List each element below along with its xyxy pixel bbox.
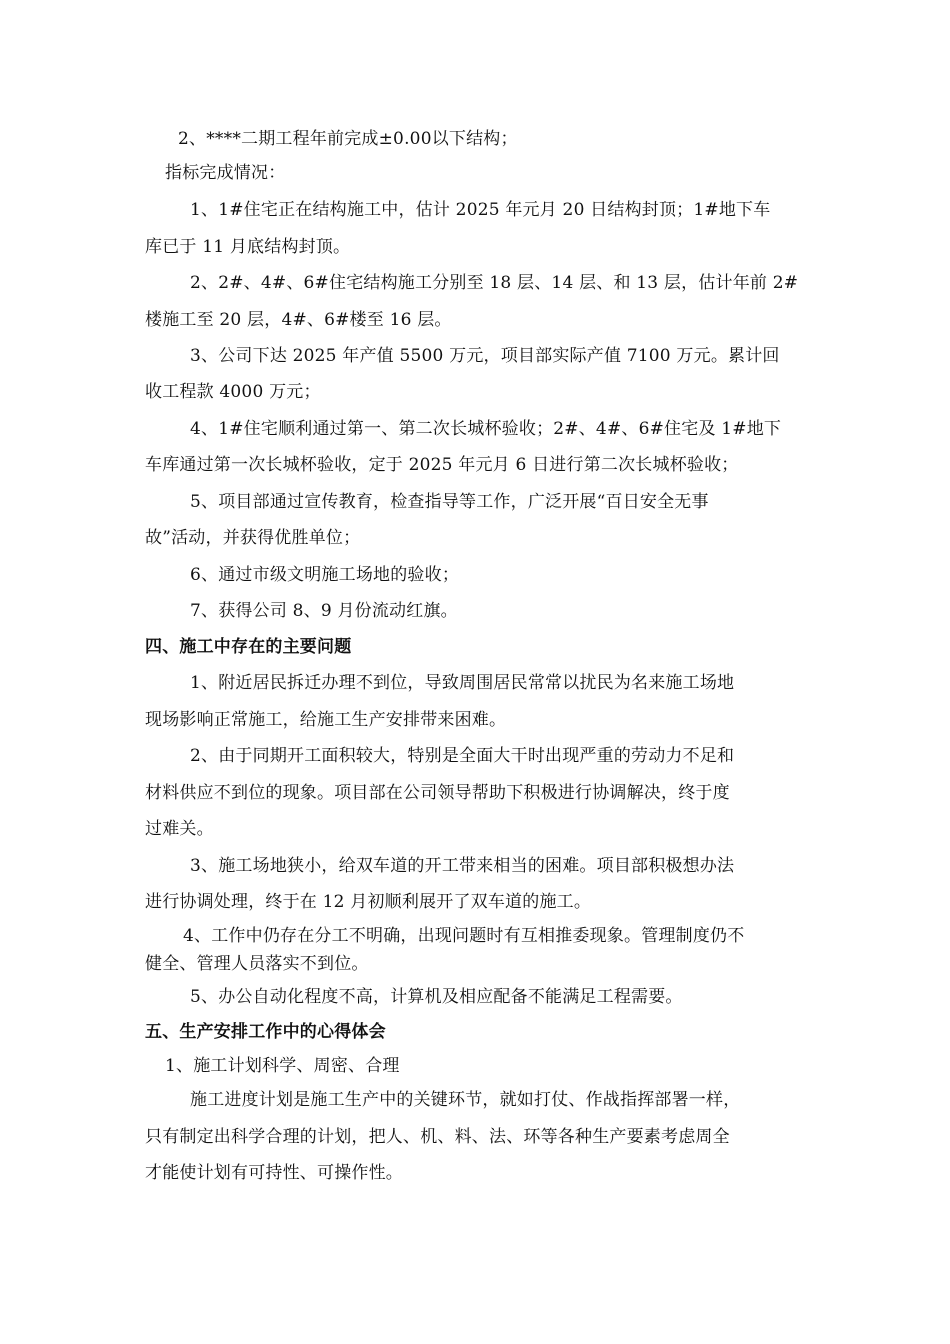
problem-2-line-1: 2、由于同期开工面积较大，特别是全面大干时出现严重的劳动力不足和 — [190, 746, 735, 766]
status-item-1-line-2: 库已于 11 月底结构封顶。 — [145, 237, 351, 257]
status-item-7: 7、获得公司 8、9 月份流动红旗。 — [190, 601, 458, 621]
status-item-5-line-2: 故”活动，并获得优胜单位； — [145, 528, 361, 548]
problem-2-line-2: 材料供应不到位的现象。项目部在公司领导帮助下积极进行协调解决，终于度 — [145, 783, 730, 803]
problem-4-line-1: 4、工作中仍存在分工不明确，出现问题时有互相推委现象。管理制度仍不 — [183, 926, 745, 946]
status-item-1-line-1: 1、1#住宅正在结构施工中，估计 2025 年元月 20 日结构封顶；1#地下车 — [190, 200, 771, 220]
problem-3-line-2: 进行协调处理，终于在 12 月初顺利展开了双车道的施工。 — [145, 892, 592, 912]
problem-4-line-2: 健全、管理人员落实不到位。 — [145, 954, 369, 974]
problem-5: 5、办公自动化程度不高，计算机及相应配备不能满足工程需要。 — [190, 987, 683, 1007]
problem-1-line-2: 现场影响正常施工，给施工生产安排带来困难。 — [145, 710, 507, 730]
section-4-heading: 四、施工中存在的主要问题 — [145, 637, 352, 657]
experience-1-title: 1、施工计划科学、周密、合理 — [165, 1056, 400, 1076]
status-item-4-line-2: 车库通过第一次长城杯验收，定于 2025 年元月 6 日进行第二次长城杯验收； — [145, 455, 739, 475]
problem-3-line-1: 3、施工场地狭小，给双车道的开工带来相当的困难。项目部积极想办法 — [190, 856, 735, 876]
indicator-status-label: 指标完成情况： — [165, 163, 286, 183]
item-goal-2: 2、****二期工程年前完成±0.00以下结构； — [178, 129, 518, 149]
section-5-heading: 五、生产安排工作中的心得体会 — [145, 1022, 386, 1042]
status-item-3-line-1: 3、公司下达 2025 年产值 5500 万元，项目部实际产值 7100 万元。累计回 — [190, 346, 780, 366]
status-item-5-line-1: 5、项目部通过宣传教育，检查指导等工作，广泛开展“百日安全无事 — [190, 492, 709, 512]
status-item-4-line-1: 4、1#住宅顺利通过第一、第二次长城杯验收；2#、4#、6#住宅及 1#地下 — [190, 419, 782, 439]
experience-1-para-line-1: 施工进度计划是施工生产中的关键环节，就如打仗、作战指挥部署一样， — [190, 1090, 741, 1110]
experience-1-para-line-2: 只有制定出科学合理的计划，把人、机、料、法、环等各种生产要素考虑周全 — [145, 1127, 730, 1147]
status-item-2-line-2: 楼施工至 20 层，4#、6#楼至 16 层。 — [145, 310, 452, 330]
problem-2-line-3: 过难关。 — [145, 819, 214, 839]
status-item-3-line-2: 收工程款 4000 万元； — [145, 382, 321, 402]
status-item-2-line-1: 2、2#、4#、6#住宅结构施工分别至 18 层、14 层、和 13 层，估计年前 2# — [190, 273, 799, 293]
status-item-6: 6、通过市级文明施工场地的验收； — [190, 565, 460, 585]
experience-1-para-line-3: 才能使计划有可持性、可操作性。 — [145, 1163, 403, 1183]
problem-1-line-1: 1、附近居民拆迁办理不到位，导致周围居民常常以扰民为名来施工场地 — [190, 673, 735, 693]
